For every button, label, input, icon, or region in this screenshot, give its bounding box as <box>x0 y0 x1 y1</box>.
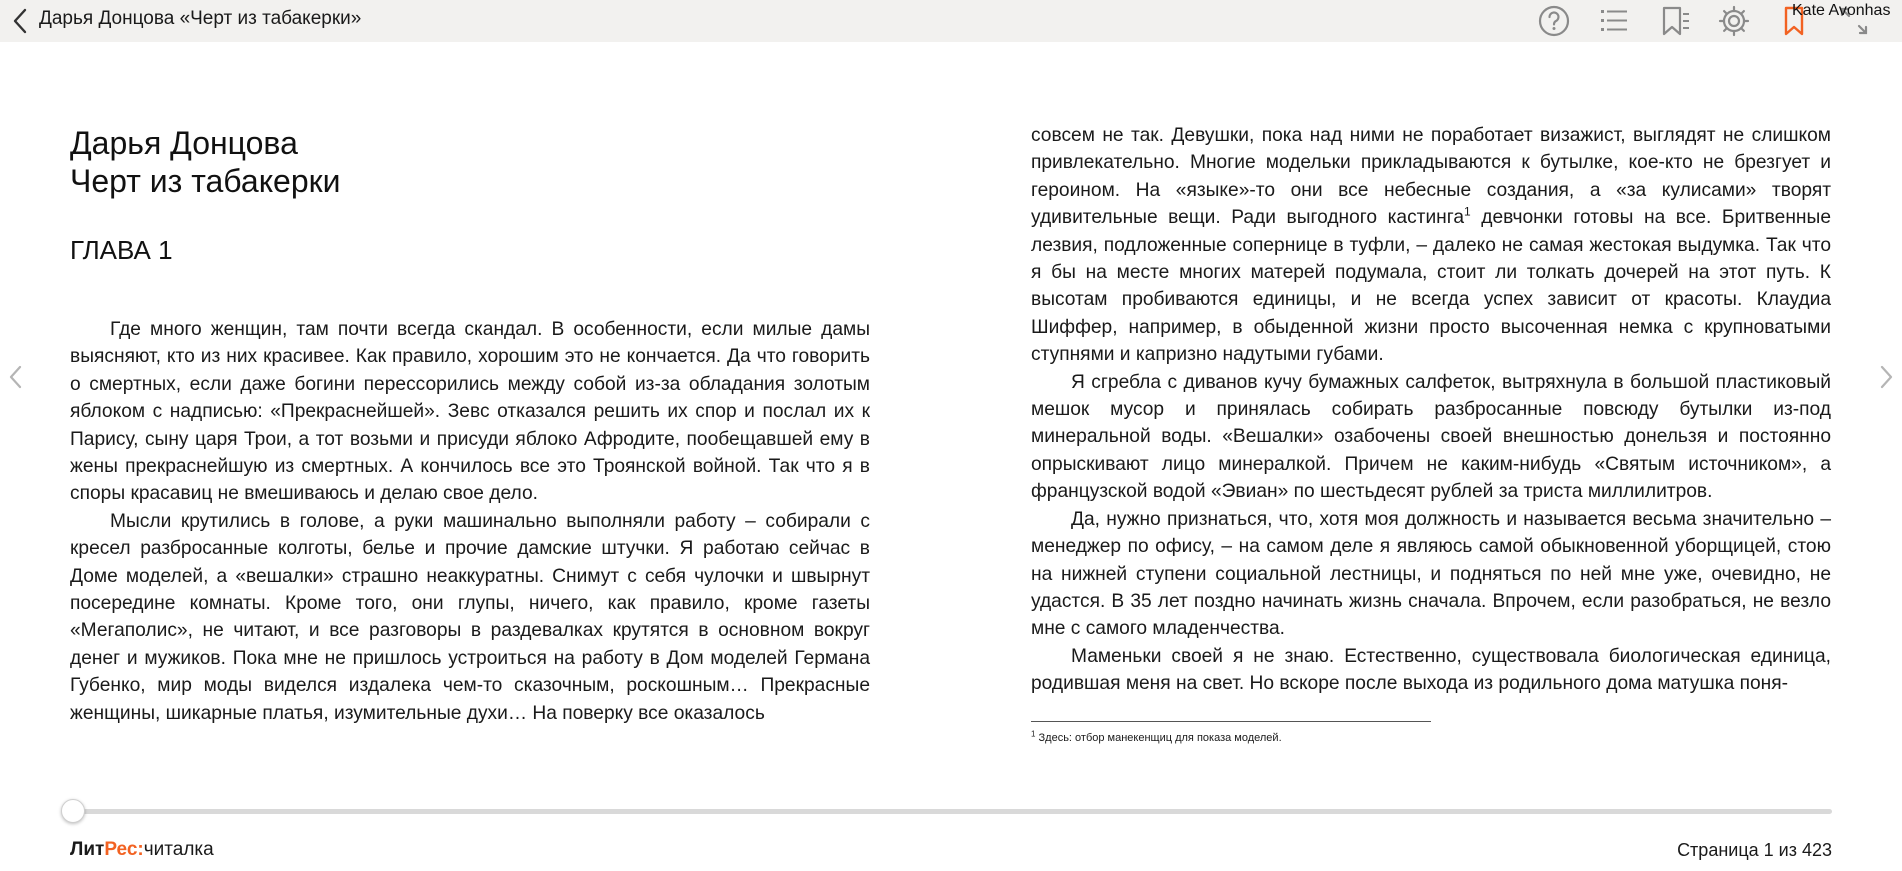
book-title-heading: Черт из табакерки <box>70 163 341 199</box>
paragraph: Маменьки своей я не знаю. Естественно, существовала биологическая единица, родившая меня на свет. Но вскоре после выхода из родильного дома матушка поня- <box>1031 645 1831 695</box>
help-icon[interactable] <box>1536 3 1572 39</box>
footnote <box>1031 731 1282 745</box>
logo-text: Лит <box>70 839 105 860</box>
logo-text-reader: читалка <box>143 839 214 860</box>
book-author: Дарья Донцова <box>70 125 298 161</box>
progress-handle[interactable] <box>61 799 85 823</box>
footnote-divider <box>1031 721 1431 722</box>
right-page-text <box>1031 122 1831 698</box>
page-counter: Страница 1 из 423 <box>1677 840 1832 860</box>
settings-icon[interactable] <box>1716 3 1752 39</box>
top-bar <box>0 0 1902 42</box>
paragraph: Я сгребла с диванов кучу бумажных салфеток, вытряхнула в большой пластиковый мешок мусор и принялась собирать разбросанные повсюду бутылки из-под минеральной воды. «Вешалки» озабочены своей внешностью донельзя и постоянно опрыскивают лицо минералкой. Причем не каким-нибудь «Святым источником», а французской водой «Эвиан» по шестьдесят рублей за триста миллилитров. <box>1031 371 1831 503</box>
paragraph: Мысли крутились в голове, а руки машинально выполняли работу – собирали с кресел разбросанные колготы, белье и прочие дамские штучки. Я работаю сейчас в Доме моделей, а «вешалки» страшно неаккуратны. Снимут с себя чулочки и швырнут посередине комнаты. Кроме того, они глупы, ничего, как правило, кроме газеты «Мегаполис», не читают, и все разговоры в раздевалках крутятся в основном вокруг денег и мужиков. Пока мне не пришлось устроиться на работу в Дом моделей Германа Губенко, мир моды виделся издалека чем-то сказочным, роскошным… Прекрасные женщины, шикарные платья, изумительные духи… На поверку все оказалось <box>70 510 870 724</box>
footnote-link[interactable]: 1 <box>1464 204 1471 219</box>
paragraph-text: девчонки готовы на все. Бритвенные лезвия, подложенные сопернице в туфли, – далеко не самая жестокая выдумка. Так что я бы на месте многих матерей подумала, стоит ли толкать дочерей на этот путь. К высотам пробиваются единицы, и не всегда успех зависит от красоты. Клаудиа Шиффер, например, в обыденной жизни просто высоченная немка с крупноватыми ступнями и капризно надутыми губами. <box>1031 207 1831 366</box>
back-icon[interactable] <box>10 6 32 36</box>
chapter-heading: ГЛАВА 1 <box>70 235 173 265</box>
paragraph-text: совсем не так. Девушки, пока над ними не поработает визажист, выглядят не слишком привлекательно. Многие модельки прикладываются к бутылке, кое-кто не брезгует и героином. На «языке»-то они все небесные создания, а «за кулисами» творят удивительные вещи. Ради выгодного кастинга <box>1031 125 1831 229</box>
reading-progress-slider[interactable] <box>70 809 1832 814</box>
footnote-number: 1 <box>1031 729 1036 739</box>
previous-page-arrow-icon[interactable] <box>6 362 26 392</box>
next-page-arrow-icon[interactable] <box>1876 362 1896 392</box>
litres-logo[interactable] <box>70 838 214 862</box>
footnote-text: Здесь: отбор манекенщиц для показа моделей. <box>1035 732 1282 744</box>
bookmarks-list-icon[interactable] <box>1656 3 1692 39</box>
paragraph: Да, нужно признаться, что, хотя моя должность и называется весьма значительно – менеджер по офису, – на самом деле я являюсь самой обыкновенной уборщицей, стою на нижней ступени социальной лестницы, и подняться по ней мне уже, очевидно, не удастся. В 35 лет поздно начинать жизнь сначала. Впрочем, если разобраться, не везло мне с самого младенчества. <box>1031 508 1831 640</box>
paragraph: Где много женщин, там почти всегда скандал. В особенности, если милые дамы выясняют, кто из них красивее. Как правило, хорошим это не кончается. Да что говорить о смертных, если даже богини перессорились между собой из-за обладания золотым яблоком с надписью: «Прекраснейшей». Зевс отказался решить их спор и послал их к Парису, сыну царя Трои, а тот возьми и присуди яблоко Афродите, пообещавшей ему в жены прекраснейшую из смертных. А кончилось все это Троянской войной. Так что я в споры красавиц не вмешиваюсь и делаю свое дело. <box>70 319 870 505</box>
paragraph <box>1031 122 1831 369</box>
contents-icon[interactable] <box>1596 3 1632 39</box>
logo-text-accent: Рес: <box>104 839 144 860</box>
left-page-text <box>70 316 870 727</box>
user-name[interactable]: Kate Avonhas <box>1792 2 1891 19</box>
book-title: Дарья Донцова «Черт из табакерки» <box>39 8 362 29</box>
